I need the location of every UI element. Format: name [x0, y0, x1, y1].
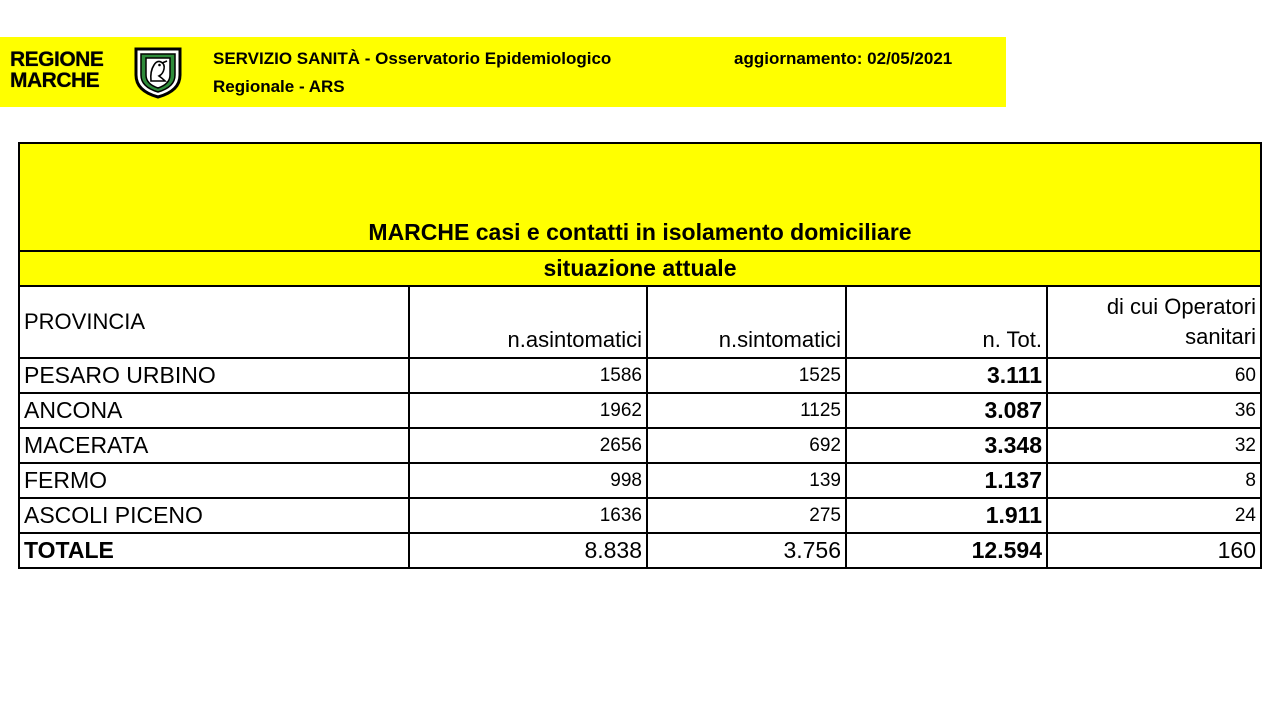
cell-asintomatici: 1586	[409, 358, 647, 393]
cell-totale: 3.111	[846, 358, 1047, 393]
service-line2: Regionale - ARS	[213, 77, 345, 96]
table-row	[19, 463, 1261, 498]
cell-sintomatici: 139	[647, 463, 846, 498]
header-sintomatici: n.sintomatici	[647, 286, 846, 358]
cell-operatori: 24	[1047, 498, 1261, 533]
cell-sintomatici: 1125	[647, 393, 846, 428]
cell-totale: 3.348	[846, 428, 1047, 463]
header-operatori	[1047, 286, 1261, 358]
logo-line2: MARCHE	[10, 69, 100, 92]
cell-operatori: 60	[1047, 358, 1261, 393]
total-asintomatici: 8.838	[409, 533, 647, 568]
total-sintomatici: 3.756	[647, 533, 846, 568]
cell-sintomatici: 1525	[647, 358, 846, 393]
total-totale: 12.594	[846, 533, 1047, 568]
header-operatori-line1: di cui Operatori	[1106, 294, 1256, 319]
cell-totale: 1.911	[846, 498, 1047, 533]
logo-line1: REGIONE	[10, 48, 104, 71]
cell-provincia: PESARO URBINO	[19, 358, 409, 393]
table-row	[19, 498, 1261, 533]
cell-asintomatici: 2656	[409, 428, 647, 463]
cell-asintomatici: 1962	[409, 393, 647, 428]
table-row	[19, 393, 1261, 428]
cell-totale: 3.087	[846, 393, 1047, 428]
update-date: aggiornamento: 02/05/2021	[734, 49, 953, 68]
total-label: TOTALE	[19, 533, 409, 568]
table-row	[19, 358, 1261, 393]
cell-sintomatici: 692	[647, 428, 846, 463]
cell-provincia: ANCONA	[19, 393, 409, 428]
table-total-row	[19, 533, 1261, 568]
table-title: MARCHE casi e contatti in isolamento domiciliare	[19, 143, 1261, 251]
cell-totale: 1.137	[846, 463, 1047, 498]
cell-provincia: ASCOLI PICENO	[19, 498, 409, 533]
regione-marche-logo	[10, 45, 190, 99]
isolation-table	[18, 142, 1262, 569]
header-operatori-line2: sanitari	[1185, 324, 1256, 349]
cell-asintomatici: 998	[409, 463, 647, 498]
regione-marche-shield-icon	[132, 45, 184, 99]
cell-operatori: 36	[1047, 393, 1261, 428]
cell-sintomatici: 275	[647, 498, 846, 533]
cell-operatori: 8	[1047, 463, 1261, 498]
table-subtitle: situazione attuale	[19, 251, 1261, 286]
header-banner	[0, 37, 1006, 107]
table-header-row	[19, 286, 1261, 358]
header-totale: n. Tot.	[846, 286, 1047, 358]
service-line1: SERVIZIO SANITÀ - Osservatorio Epidemiologico	[213, 49, 612, 68]
service-title	[213, 45, 611, 101]
cell-provincia: FERMO	[19, 463, 409, 498]
cell-provincia: MACERATA	[19, 428, 409, 463]
header-provincia: PROVINCIA	[19, 286, 409, 358]
total-operatori: 160	[1047, 533, 1261, 568]
table-row	[19, 428, 1261, 463]
cell-operatori: 32	[1047, 428, 1261, 463]
isolation-table-container	[18, 142, 1262, 569]
cell-asintomatici: 1636	[409, 498, 647, 533]
header-asintomatici: n.asintomatici	[409, 286, 647, 358]
